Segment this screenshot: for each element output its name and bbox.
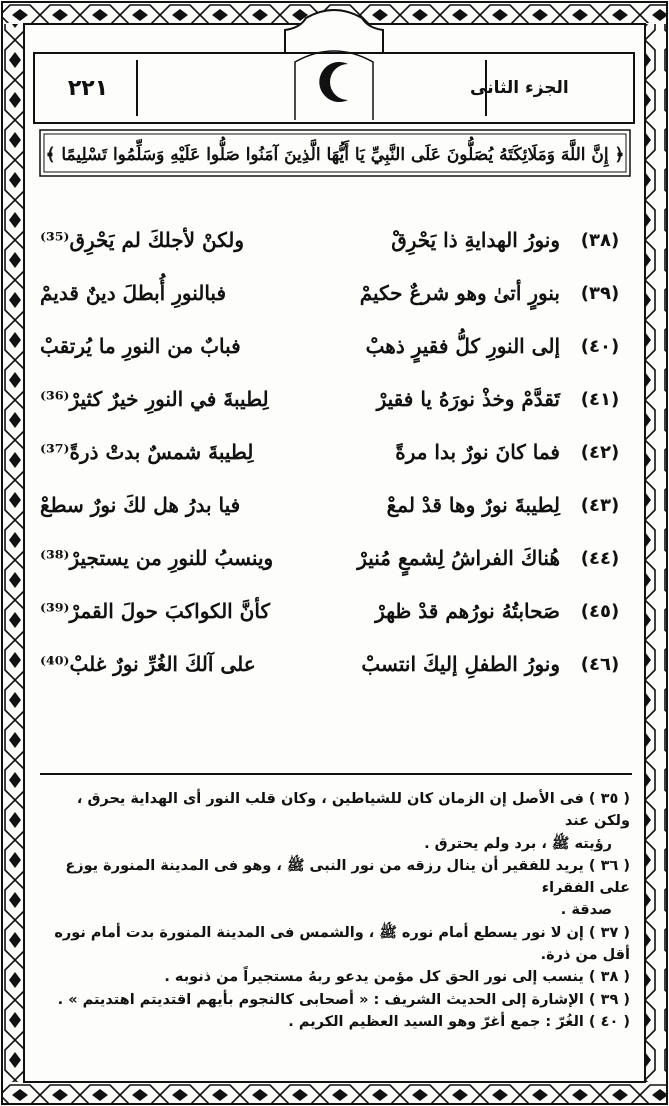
line-number: (٤١) <box>580 389 620 410</box>
second-hemistich: وينسبُ للنورِ من يستجيرْ⁽³⁸⁾ <box>40 546 274 570</box>
poem-line <box>40 277 630 317</box>
poem-line <box>40 542 630 582</box>
first-hemistich: فما كانَ نورٌ بدا مرةً <box>395 440 560 464</box>
first-hemistich: ونورُ الطفلِ إليكَ انتسبْ <box>361 652 560 676</box>
second-hemistich: كأنَّ الكواكبَ حولَ القمرْ⁽³⁹⁾ <box>40 599 270 623</box>
footnote: ( ٣٨ ) ينسب إلى نور الحق كل مؤمن يدعو ربهُ مستجيراً من ذنوبه . <box>164 969 630 986</box>
line-number: (٤٣) <box>580 495 620 516</box>
first-hemistich: ونورُ الهدايةِ ذا يَحْرِقْ <box>391 228 560 252</box>
poem-line <box>40 224 630 264</box>
first-hemistich: تَقدَّمْ وخذْ نورَهُ يا فقيرْ <box>376 387 560 411</box>
footnote: ( ٣٦ ) يريد للفقير أن ينال رزقه من نور النبى ﷺ ، وهو فى المدينة المنورة يوزع على الفقراء <box>65 857 630 897</box>
poem-line <box>40 330 630 370</box>
line-number: (٤٠) <box>580 336 620 357</box>
footnote: ( ٣٩ ) الإشارة إلى الحديث الشريف : « أصحابى كالنجوم بأيهم اقتديتم اهتديتم » . <box>57 991 630 1008</box>
poem-line <box>40 595 630 635</box>
page-number: ٢٢١ <box>40 60 138 116</box>
poem-line <box>40 436 630 476</box>
first-hemistich: بنورٍ أتىٰ وهو شرعٌ حكيمْ <box>359 281 560 305</box>
second-hemistich: لِطيبةَ شمسٌ بدتْ ذرةً⁽³⁷⁾ <box>40 440 254 464</box>
poem-line <box>40 383 630 423</box>
second-hemistich: فيا بدرُ هل لكَ نورٌ سطعْ <box>40 493 241 517</box>
footnote-continuation: صدقة . <box>560 902 612 919</box>
footnote-divider <box>40 773 632 775</box>
second-hemistich: لِطيبةَ في النورِ خيرٌ كثيرْ⁽³⁶⁾ <box>40 387 269 411</box>
second-hemistich: فبالنورِ أُبطلَ دينٌ قديمْ <box>40 281 227 305</box>
line-number: (٣٨) <box>580 230 620 251</box>
footnote: ( ٣٥ ) فى الأصل إن الزمان كان للشياطين ، وكان قلب النور أى الهداية يحرق ، ولكن عند <box>76 791 630 830</box>
poem-line <box>40 648 630 688</box>
footnote: ( ٤٠ ) الغُرّ : جمع أغرّ وهو السيد العظيم الكريم . <box>288 1013 630 1030</box>
second-hemistich: فبابٌ من النورِ ما يُرتقبْ <box>40 334 241 358</box>
second-hemistich: على آلكَ الغُرِّ نورٌ غلبْ⁽⁴⁰⁾ <box>40 652 256 676</box>
first-hemistich: هُناكَ الفراشُ لِشمعٍ مُنيرْ <box>357 546 560 570</box>
line-number: (٤٤) <box>580 548 620 569</box>
part-label: الجزء الثانى <box>470 78 569 98</box>
line-number: (٤٢) <box>580 442 620 463</box>
line-number: (٣٩) <box>580 283 620 304</box>
footnote-continuation: رؤيته ﷺ ، برد ولم يحترق . <box>424 835 612 852</box>
second-hemistich: ولكنْ لأجلكَ لم يَحْرِق⁽³⁵⁾ <box>40 228 245 252</box>
line-number: (٤٥) <box>580 601 620 622</box>
footnote: ( ٣٧ ) إن لا نور يسطع أمام نوره ﷺ ، والشمس فى المدينة المنورة بدت أمام نوره أقل من ذرة. <box>54 924 630 964</box>
first-hemistich: إلى النورِ كلُّ فقيرٍ ذهبْ <box>365 334 560 358</box>
first-hemistich: صَحابتُهُ نورُهم قدْ ظهرْ <box>375 599 560 623</box>
poem-line <box>40 489 630 529</box>
first-hemistich: لِطيبةَ نورٌ وها قدْ لمعْ <box>386 493 560 517</box>
line-number: (٤٦) <box>580 654 620 675</box>
footnotes <box>42 788 630 1033</box>
quran-verse-banner: ﴿ إِنَّ اللَّهَ وَمَلَائِكَتَهُ يُصَلُّونَ عَلَى النَّبِيِّ يَا أَيُّهَا الَّذِينَ آمَنُوا صَلُّوا عَلَيْهِ وَسَلِّمُوا تَسْلِيمًا ﴾ <box>45 144 625 165</box>
